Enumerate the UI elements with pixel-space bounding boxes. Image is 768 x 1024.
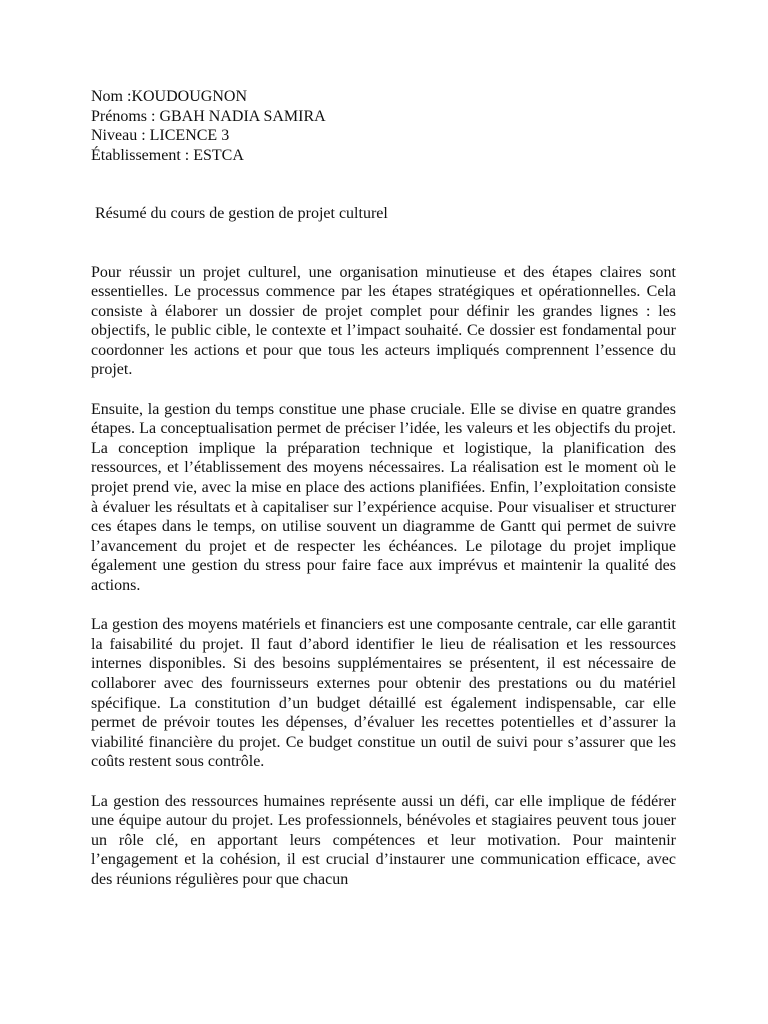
student-school: Établissement : ESTCA — [91, 146, 244, 164]
student-first-names: Prénoms : GBAH NADIA SAMIRA — [91, 107, 326, 125]
document-title: Résumé du cours de gestion de projet culturel — [95, 205, 388, 222]
paragraph-time-management: Ensuite, la gestion du temps constitue une phase cruciale. Elle se divise en quatre grandes étapes. La conceptualisation permet de préciser l’idée, les valeurs et les objectifs du projet. La conception implique la préparation technique et logistique, la planification des ressources, et l’établissement des moyens nécessaires. La réalisation est le moment où le projet prend vie, avec la mise en place des actions planifiées. Enfin, l’exploitation consiste à évaluer les résultats et à capitaliser sur l’expérience acquise. Pour visualiser et structurer ces étapes dans le temps, on utilise souvent un diagramme de Gantt qui permet de suivre l’avancement du projet et de respecter les échéances. Le pilotage du projet implique également une gestion du stress pour faire face aux imprévus et maintenir la qualité des actions. — [91, 400, 676, 594]
student-level: Niveau : LICENCE 3 — [91, 127, 230, 144]
paragraph-material-financial: La gestion des moyens matériels et financiers est une composante centrale, car elle garantit la faisabilité du projet. Il faut d’abord identifier le lieu de réalisation et les ressources internes disponibles. Si des besoins supplémentaires se présentent, il est nécessaire de collaborer avec des fournisseurs externes pour obtenir des prestations ou du matériel spécifique. La constitution d’un budget détaillé est également indispensable, car elle permet de prévoir toutes les dépenses, d’évaluer les recettes potentielles et d’assurer la viabilité financière du projet. Ce budget constitue un outil de suivi pour s’assurer que les coûts restent sous contrôle. — [91, 616, 676, 771]
paragraph-human-resources: La gestion des ressources humaines représente aussi un défi, car elle implique de fédérer une équipe autour du projet. Les professionnels, bénévoles et stagiaires peuvent tous jouer un rôle clé, en apportant leurs compétences et leur motivation. Pour maintenir l’engagement et la cohésion, il est crucial d’instaurer une communication efficace, avec des réunions régulières pour que chacun — [91, 792, 676, 888]
paragraph-intro: Pour réussir un projet culturel, une organisation minutieuse et des étapes claires sont essentielles. Le processus commence par les étapes stratégiques et opérationnelles. Cela consiste à élaborer un dossier de projet complet pour définir les grandes lignes : les objectifs, le public cible, le contexte et l’impact souhaité. Ce dossier est fondamental pour coordonner les actions et pour que tous les acteurs impliqués comprennent l’essence du projet. — [91, 263, 676, 379]
student-name: Nom :KOUDOUGNON — [91, 88, 247, 105]
document-body — [91, 263, 676, 890]
document-page — [91, 87, 676, 909]
